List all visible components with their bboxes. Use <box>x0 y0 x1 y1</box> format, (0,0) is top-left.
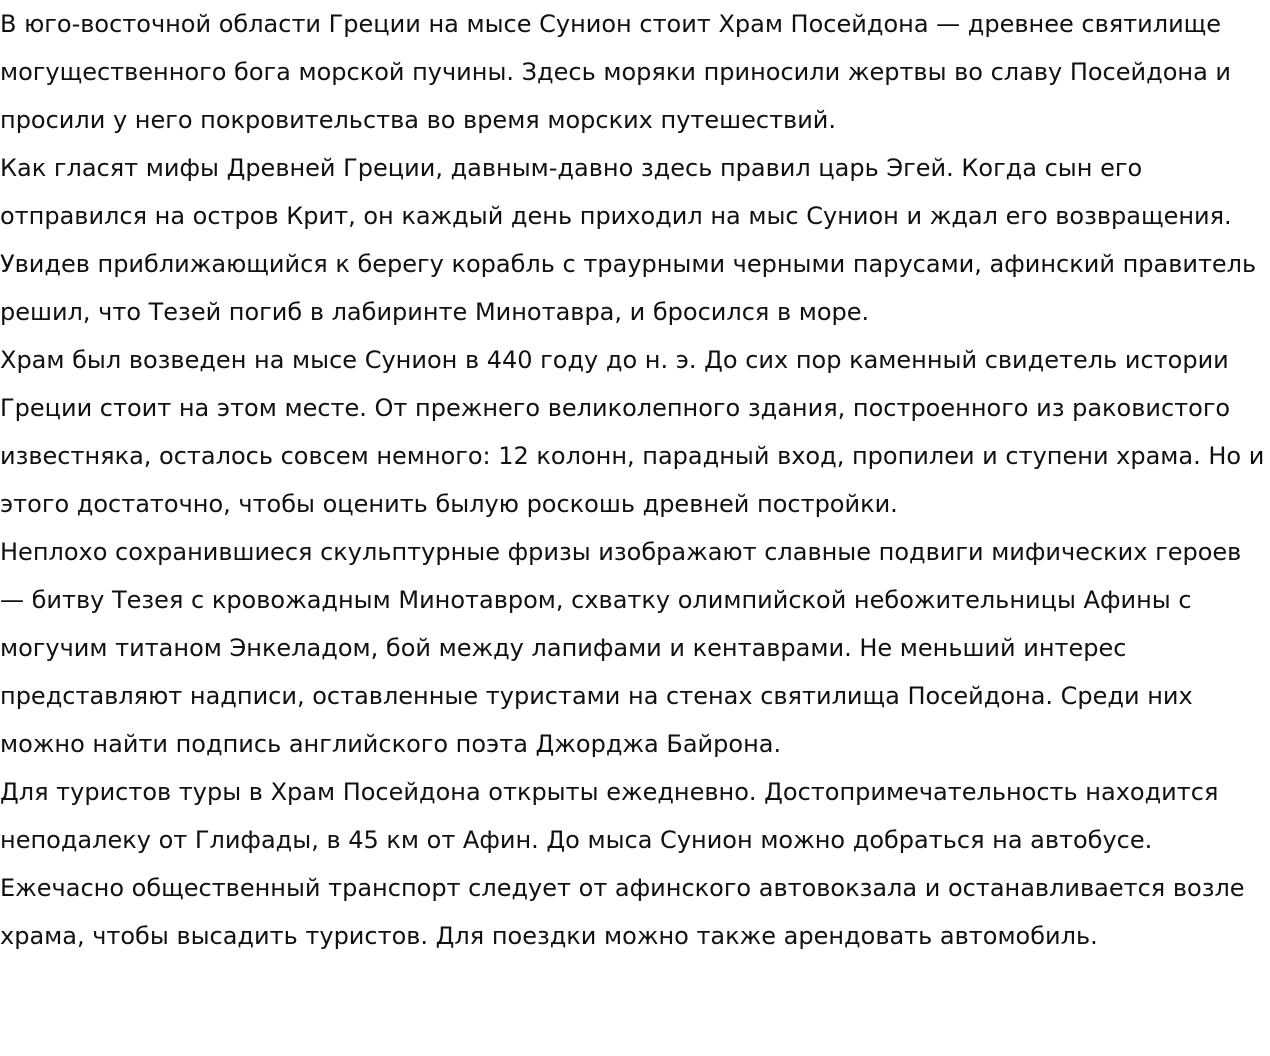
paragraph-location: В юго-восточной области Греции на мысе Сунион стоит Храм Посейдона — древнее святилище могущественного бога морской пучины. Здесь моряки приносили жертвы во славу Посейдона и просили у него покровительства во время морских путешествий. <box>0 10 1232 134</box>
paragraph-visiting: Для туристов туры в Храм Посейдона открыты ежедневно. Достопримечательность находится неподалеку от Глифады, в 45 км от Афин. До мыса Сунион можно добраться на автобусе. Ежечасно общественный транспорт следует от афинского автовокзала и останавливается возле храма, чтобы высадить туристов. Для поездки можно также арендовать автомобиль. <box>0 778 1245 950</box>
paragraph-myth: Как гласят мифы Древней Греции, давным-давно здесь правил царь Эгей. Когда сын его отправился на остров Крит, он каждый день приходил на мыс Сунион и ждал его возвращения. Увидев приближающийся к берегу корабль с траурными черными парусами, афинский правитель решил, что Тезей погиб в лабиринте Минотавра, и бросился в море. <box>0 154 1257 326</box>
paragraph-friezes: Неплохо сохранившиеся скульптурные фризы изображают славные подвиги мифических героев — битву Тезея с кровожадным Минотавром, схватку олимпийской небожительницы Афины с могучим титаном Энкеладом, бой между лапифами и кентаврами. Не меньший интерес представляют надписи, оставленные туристами на стенах святилища Посейдона. Среди них можно найти подпись английского поэта Джорджа Байрона. <box>0 538 1242 758</box>
paragraph-history: Храм был возведен на мысе Сунион в 440 году до н. э. До сих пор каменный свидетель истории Греции стоит на этом месте. От прежнего великолепного здания, построенного из раковистого известняка, осталось совсем немного: 12 колонн, парадный вход, пропилеи и ступени храма. Но и этого достаточно, чтобы оценить былую роскошь древней постройки. <box>0 346 1265 518</box>
